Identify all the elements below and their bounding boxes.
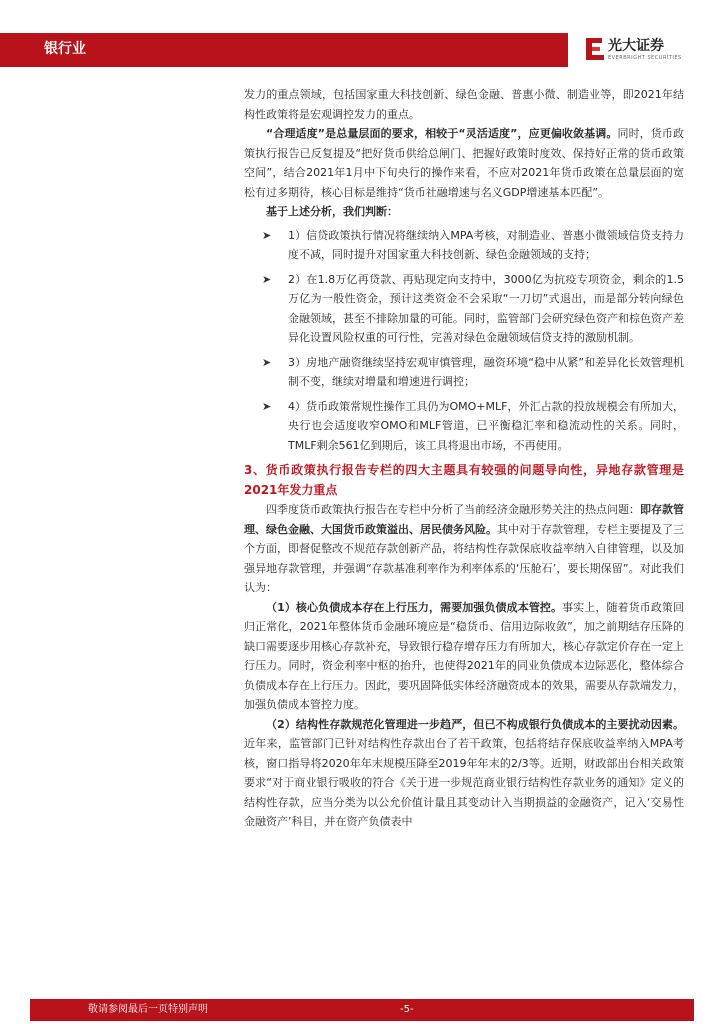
point-2-bold: （2）结构性存款规范化管理进一步趋严，但已不构成银行负债成本的主要扰动因素。 xyxy=(266,717,684,731)
arrow-bullet-icon: ➤ xyxy=(262,228,272,242)
list-item xyxy=(244,353,684,392)
footer-disclaimer: 敬请参阅最后一页特别声明 xyxy=(88,1004,208,1015)
logo-text: 光大证券 xyxy=(608,38,664,54)
list-item-text: 2）在1.8万亿再贷款、再贴现定向支持中，3000亿为抗疫专项资金，剩余的1.5万亿为一般性资金，预计这类资金不会采取“一刀切”式退出，而是部分转向绿色金融领域，甚至不排除加量的可能。同时，监管部门会研究绿色资产和棕色资产差异化设置风险权重的可行性，完善对绿色金融领域信贷支持的激励机制。 xyxy=(288,272,684,344)
paragraph-appropriate-rest: 同时，货币政策执行报告已反复提及“把好货币供给总闸门、把握好政策时度效、保持好正常的货币政策空间”，结合2021年1月中下旬央行的操作来看，不应对2021年货币政策在总量层面的宽松有过多期待，核心目标是维持“货币社融增速与名义GDP增速基本匹配”。 xyxy=(244,127,685,199)
paragraph-intro: 发力的重点领域，包括国家重大科技创新、绿色金融、普惠小微、制造业等，即2021年结构性政策将是宏观调控发力的重点。 xyxy=(244,88,684,121)
judgment-heading: 基于上述分析，我们判断： xyxy=(266,205,398,218)
section-intro-a: 四季度货币政策执行报告在专栏中分析了当前经济金融形势关注的热点问题： xyxy=(266,503,640,516)
point-2-rest: 近年来，监管部门已针对结构性存款出台了若干政策，包括将结存保底收益率纳入MPA考核，窗口指导将2020年年末规模压降至2019年年末的2/3等。近期，财政部出台相关政策要求“对于商业银行吸收的符合《关于进一步规范商业银行结构性存款业务的通知》定义的结构性存款，应当分类为以公允价值计量且其变动计入当期损益的金融资产，记入‘交易性金融资产’科目，并在资产负债表中 xyxy=(244,737,684,828)
page-number: -5- xyxy=(400,1004,414,1015)
section-intro-bold: 即存款管理、绿色金融、大国货币政策溢出、居民债务风险。 xyxy=(244,503,684,536)
paragraph-appropriate-bold: “合理适度”是总量层面的要求，相较于“灵活适度”，应更偏收敛基调。 xyxy=(266,127,618,140)
arrow-bullet-icon: ➤ xyxy=(262,399,272,413)
logo-subtext: EVERBRIGHT SECURITIES xyxy=(608,55,682,61)
section-heading: 3、货币政策执行报告专栏的四大主题具有较强的问题导向性，异地存款管理是2021年发力重点 xyxy=(244,463,684,497)
paragraph-section-intro xyxy=(244,500,684,598)
list-item-text: 4）货币政策常规性操作工具仍为OMO+MLF，外汇占款的投放规模会有所加大，央行也会适度收窄OMO和MLF管道，已平衡稳汇率和稳流动性的关系。同时，TMLF剩余561亿到期后，该工具将退出市场，不再使用。 xyxy=(288,399,684,452)
paragraph-appropriate xyxy=(244,124,684,202)
list-item xyxy=(244,397,684,456)
judgment-list xyxy=(244,226,684,456)
list-item xyxy=(244,270,684,348)
section-intro-b: 其中对于存款管理，专栏主要提及了三个方面，即督促整改不规范存款创新产品，将结构性存款保底收益率纳入自律管理，以及加强异地存款管理，并强调“存款基准利率作为利率体系的‘压舱石’，要长期保留”。对此我们认为： xyxy=(244,522,684,594)
paragraph-point-1 xyxy=(244,598,684,715)
point-1-rest: 事实上，随着货币政策回归正常化，2021年整体货币金融环境应是“稳货币、信用边际收敛”，加之前期结存压降的缺口需要逐步用核心存款补充，导致银行稳存增存压力有所加大，核心存款定价存在一定上行压力。同时，资金利率中枢的抬升，也使得2021年的同业负债成本边际恶化，整体综合负债成本存在上行压力。因此，要巩固降低实体经济融资成本的效果，需要从存款端发力，加强负债成本管控力度。 xyxy=(244,600,684,711)
brand-logo xyxy=(584,36,694,66)
arrow-bullet-icon: ➤ xyxy=(262,355,272,369)
section-title: 银行业 xyxy=(44,41,86,57)
paragraph-point-2 xyxy=(244,715,684,832)
brand-logo-icon xyxy=(584,36,606,62)
main-content xyxy=(244,85,684,832)
list-item-text: 1）信贷政策执行情况将继续纳入MPA考核，对制造业、普惠小微领域信贷支持力度不减，同时提升对国家重大科技创新、绿色金融领域的支持； xyxy=(288,228,684,261)
point-1-bold: （1）核心负债成本存在上行压力，需要加强负债成本管控。 xyxy=(266,600,563,614)
arrow-bullet-icon: ➤ xyxy=(262,272,272,286)
list-item xyxy=(244,226,684,265)
list-item-text: 3）房地产融资继续坚持宏观审慎管理，融资环境“稳中从紧”和差异化长效管理机制不变，继续对增量和增速进行调控； xyxy=(288,355,684,388)
